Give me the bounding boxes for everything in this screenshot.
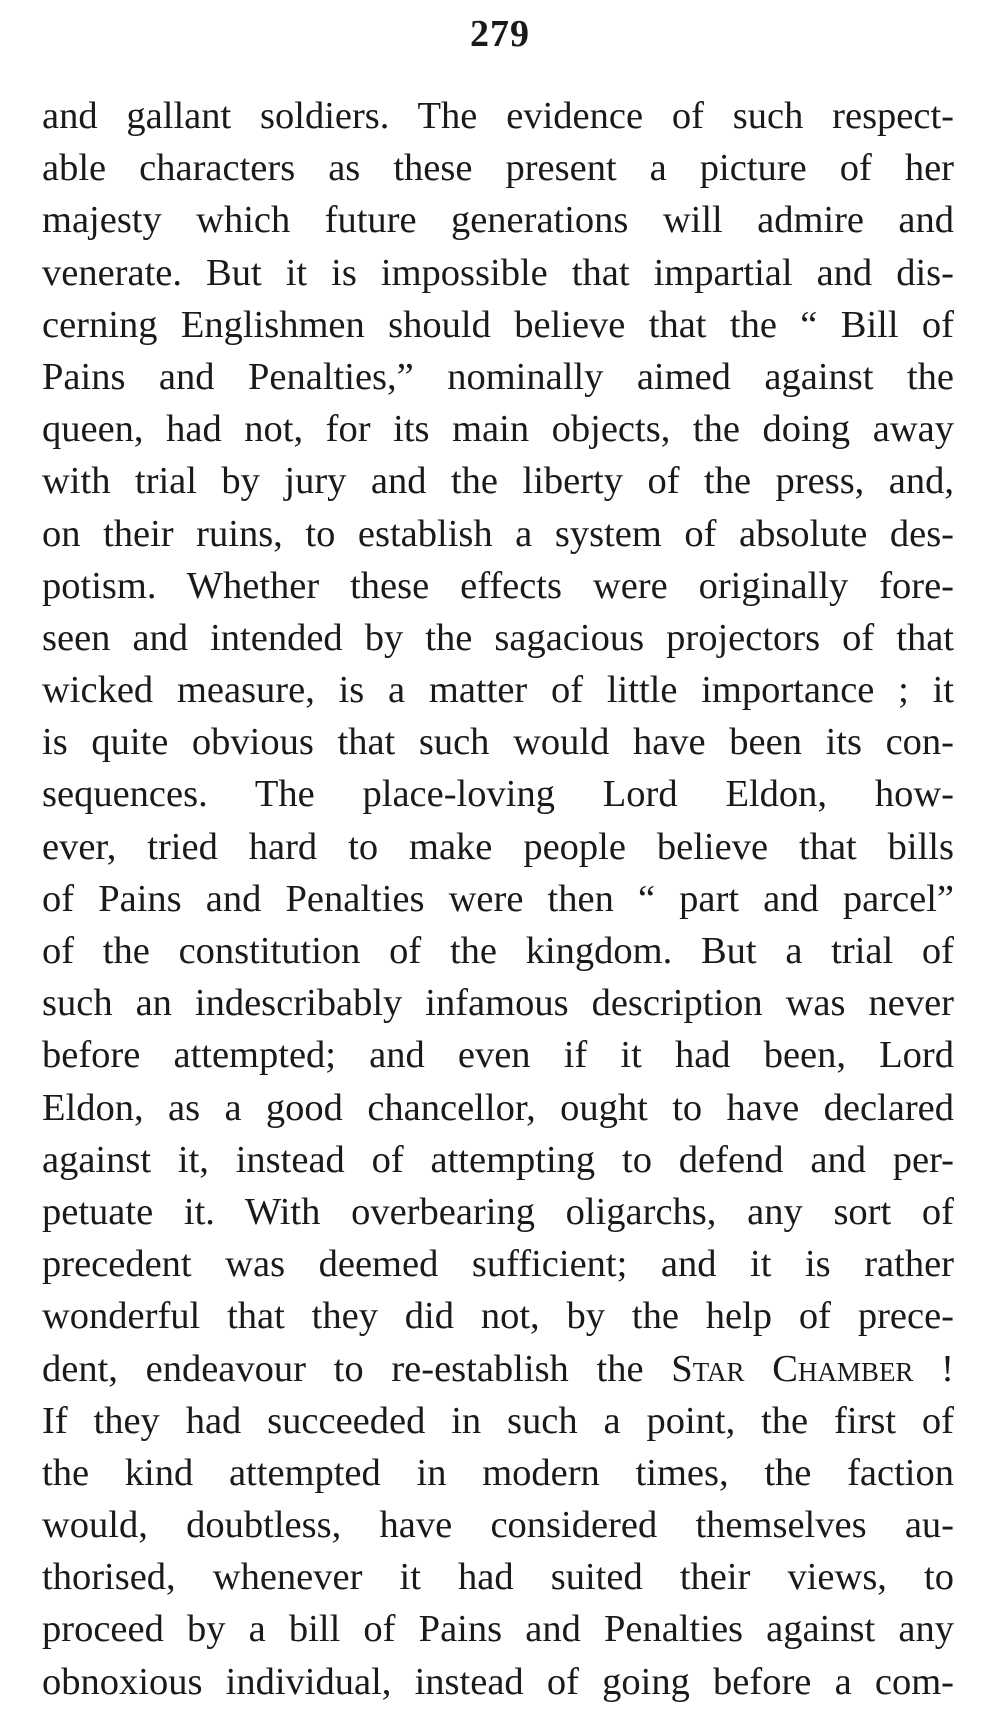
text-line: majesty which future generations will admire and <box>42 199 954 242</box>
text-line: potism. Whether these effects were originally fore- <box>42 564 954 607</box>
text-line: of Pains and Penalties were then “ part and parcel” <box>42 877 954 920</box>
text-line: is quite obvious that such would have been its con- <box>42 721 954 764</box>
star-chamber-tail: ! <box>913 1347 954 1390</box>
text-line: petuate it. With overbearing oligarchs, any sort of <box>42 1190 954 1233</box>
text-line: with trial by jury and the liberty of the press, and, <box>42 460 954 503</box>
text-line: thorised, whenever it had suited their views, to <box>42 1556 954 1599</box>
text-line: ever, tried hard to make people believe that bills <box>42 825 954 868</box>
text-line: Eldon, as a good chancellor, ought to have declared <box>42 1086 954 1129</box>
text-line: Pains and Penalties,” nominally aimed against the <box>42 355 954 398</box>
text-line: seen and intended by the sagacious projectors of that <box>42 616 954 659</box>
body-text <box>42 90 954 1708</box>
star-chamber-lead: dent, endeavour to re-establish the <box>42 1347 672 1390</box>
text-line: If they had succeeded in such a point, the first of <box>42 1399 954 1442</box>
text-line: wicked measure, is a matter of little importance ; it <box>42 669 954 712</box>
text-line-star-chamber <box>42 1343 954 1395</box>
text-line: the kind attempted in modern times, the faction <box>42 1451 954 1494</box>
text-line: against it, instead of attempting to defend and per- <box>42 1138 954 1181</box>
text-line: on their ruins, to establish a system of absolute des- <box>42 512 954 555</box>
text-line: such an indescribably infamous description was never <box>42 982 954 1025</box>
text-line: precedent was deemed sufficient; and it is rather <box>42 1243 954 1286</box>
text-line: would, doubtless, have considered themselves au- <box>42 1504 954 1547</box>
text-line: able characters as these present a picture of her <box>42 147 954 190</box>
text-line: of the constitution of the kingdom. But a trial of <box>42 930 954 972</box>
page-number: 279 <box>470 13 530 55</box>
text-line: wonderful that they did not, by the help of prece- <box>42 1295 954 1338</box>
text-line: venerate. But it is impossible that impartial and dis- <box>42 251 954 294</box>
text-line: obnoxious individual, instead of going before a com- <box>42 1660 954 1703</box>
star-chamber-smallcaps: Star Chamber <box>671 1347 914 1390</box>
text-line: sequences. The place-loving Lord Eldon, how- <box>42 773 954 816</box>
text-line: proceed by a bill of Pains and Penalties against any <box>42 1608 954 1651</box>
text-line: before attempted; and even if it had been, Lord <box>42 1034 954 1077</box>
text-line: cerning Englishmen should believe that the “ Bill of <box>42 303 954 346</box>
text-line: and gallant soldiers. The evidence of such respect- <box>42 95 954 137</box>
text-line: queen, had not, for its main objects, the doing away <box>42 408 954 451</box>
